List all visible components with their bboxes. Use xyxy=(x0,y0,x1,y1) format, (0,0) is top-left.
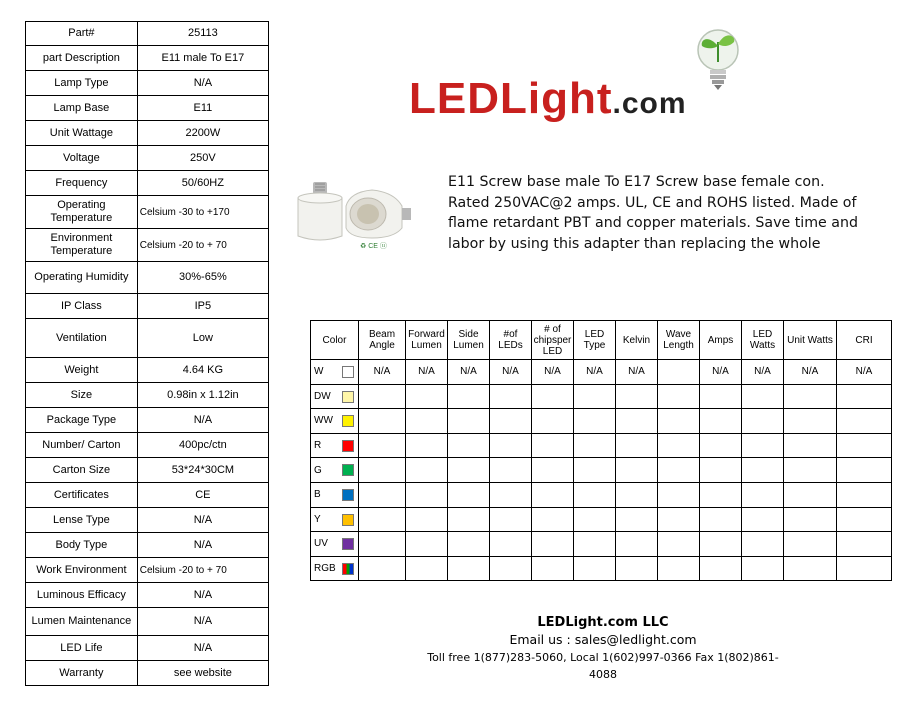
color-cell xyxy=(311,384,359,409)
color-table-cell xyxy=(742,409,784,434)
color-table-cell xyxy=(448,409,490,434)
color-table-cell xyxy=(406,556,448,581)
spec-row xyxy=(26,96,269,121)
color-cell xyxy=(311,556,359,581)
spec-key: LED Life xyxy=(26,636,138,661)
spec-row xyxy=(26,319,269,358)
color-swatch xyxy=(342,366,354,378)
color-table-cell xyxy=(837,384,892,409)
spec-value: 400pc/ctn xyxy=(137,433,268,458)
color-table-cell xyxy=(406,532,448,557)
color-table-cell xyxy=(532,532,574,557)
color-table-cell xyxy=(532,458,574,483)
color-table-cell xyxy=(658,556,700,581)
spec-key: Size xyxy=(26,383,138,408)
color-row xyxy=(311,433,892,458)
spec-row xyxy=(26,483,269,508)
color-table-cell xyxy=(574,384,616,409)
spec-key: Number/ Carton xyxy=(26,433,138,458)
color-table-cell xyxy=(490,458,532,483)
color-label: B xyxy=(314,489,321,501)
spec-value: Low xyxy=(137,319,268,358)
color-cell xyxy=(311,458,359,483)
color-row xyxy=(311,360,892,385)
spec-row xyxy=(26,558,269,583)
spec-value: 2200W xyxy=(137,121,268,146)
spec-row xyxy=(26,383,269,408)
spec-row xyxy=(26,171,269,196)
color-swatch xyxy=(342,440,354,452)
spec-key: Ventilation xyxy=(26,319,138,358)
color-table-cell xyxy=(784,556,837,581)
color-table-cell xyxy=(837,458,892,483)
color-table-cell xyxy=(448,556,490,581)
color-table-cell xyxy=(574,458,616,483)
spec-row xyxy=(26,46,269,71)
spec-key: Part# xyxy=(26,22,138,46)
color-table-cell xyxy=(406,507,448,532)
spec-key: Operating Humidity xyxy=(26,262,138,294)
color-table-cell xyxy=(784,532,837,557)
spec-key: Carton Size xyxy=(26,458,138,483)
color-table-cell xyxy=(574,556,616,581)
color-table-cell xyxy=(616,482,658,507)
spec-key: Environment Temperature xyxy=(26,229,138,262)
spec-key: IP Class xyxy=(26,294,138,319)
color-table-cell xyxy=(742,556,784,581)
color-table-header: Amps xyxy=(700,321,742,360)
color-table-cell xyxy=(784,384,837,409)
color-swatch xyxy=(342,563,354,575)
spec-key: Work Environment xyxy=(26,558,138,583)
color-label: RGB xyxy=(314,563,336,575)
spec-value: N/A xyxy=(137,636,268,661)
color-table-cell xyxy=(532,384,574,409)
color-label: DW xyxy=(314,390,331,402)
color-table-header: CRI xyxy=(837,321,892,360)
color-table-cell xyxy=(532,507,574,532)
color-table-cell xyxy=(837,532,892,557)
color-table-cell xyxy=(837,433,892,458)
spec-row xyxy=(26,608,269,636)
spec-key: Operating Temperature xyxy=(26,196,138,229)
color-table-cell xyxy=(742,482,784,507)
color-table-cell xyxy=(658,482,700,507)
spec-value: Celsium -20 to + 70 xyxy=(137,558,268,583)
spec-key: Luminous Efficacy xyxy=(26,583,138,608)
spec-row xyxy=(26,22,269,46)
spec-key: Package Type xyxy=(26,408,138,433)
spec-row xyxy=(26,533,269,558)
color-table-cell xyxy=(658,507,700,532)
color-table-cell: N/A xyxy=(448,360,490,385)
color-cell xyxy=(311,433,359,458)
color-table-header: LED Type xyxy=(574,321,616,360)
color-table-cell xyxy=(574,409,616,434)
spec-value: Celsium -30 to +170 xyxy=(137,196,268,229)
color-table-cell xyxy=(616,507,658,532)
spec-row xyxy=(26,583,269,608)
spec-row xyxy=(26,71,269,96)
spec-value: E11 male To E17 xyxy=(137,46,268,71)
color-table-cell xyxy=(359,409,406,434)
spec-key: Unit Wattage xyxy=(26,121,138,146)
spec-row xyxy=(26,508,269,533)
svg-text:♻ CE ⓤ: ♻ CE ⓤ xyxy=(360,243,387,250)
color-table-cell xyxy=(784,433,837,458)
color-table-cell: N/A xyxy=(700,360,742,385)
color-table-cell xyxy=(784,507,837,532)
spec-value: 50/60HZ xyxy=(137,171,268,196)
color-row xyxy=(311,556,892,581)
spec-key: Warranty xyxy=(26,661,138,686)
color-table-cell xyxy=(742,507,784,532)
color-table-cell xyxy=(658,433,700,458)
spec-value: Celsium -20 to + 70 xyxy=(137,229,268,262)
spec-value: 0.98in x 1.12in xyxy=(137,383,268,408)
color-table-header: Color xyxy=(311,321,359,360)
spec-row xyxy=(26,458,269,483)
color-table-cell xyxy=(742,458,784,483)
color-table-cell xyxy=(784,458,837,483)
spec-key: Body Type xyxy=(26,533,138,558)
color-label: G xyxy=(314,464,322,476)
spec-row xyxy=(26,229,269,262)
spec-value: 53*24*30CM xyxy=(137,458,268,483)
color-swatch xyxy=(342,514,354,526)
spec-value: N/A xyxy=(137,71,268,96)
color-table-cell xyxy=(742,384,784,409)
spec-key: Voltage xyxy=(26,146,138,171)
color-label: WW xyxy=(314,415,333,427)
spec-row xyxy=(26,196,269,229)
color-row xyxy=(311,507,892,532)
color-table-header: #of LEDs xyxy=(490,321,532,360)
color-table-cell xyxy=(574,507,616,532)
color-cell xyxy=(311,409,359,434)
spec-row xyxy=(26,408,269,433)
color-table-cell xyxy=(448,507,490,532)
color-table-cell xyxy=(406,384,448,409)
color-table-cell xyxy=(658,409,700,434)
color-table-cell: N/A xyxy=(359,360,406,385)
color-table-cell xyxy=(784,482,837,507)
email-text: Email us : sales@ledlight.com xyxy=(509,632,697,647)
color-table-cell xyxy=(658,360,700,385)
color-table-header: Forward Lumen xyxy=(406,321,448,360)
product-image xyxy=(290,176,430,256)
color-table-cell xyxy=(837,556,892,581)
color-table-cell xyxy=(700,556,742,581)
color-table-header: Unit Watts xyxy=(784,321,837,360)
color-table-cell xyxy=(359,482,406,507)
color-table-header: # of chipsper LED xyxy=(532,321,574,360)
color-table-cell xyxy=(616,384,658,409)
color-table-cell xyxy=(574,433,616,458)
spec-value: 25113 xyxy=(137,22,268,46)
spec-value: N/A xyxy=(137,608,268,636)
color-table-cell xyxy=(742,532,784,557)
color-table-cell xyxy=(532,409,574,434)
spec-key: Lamp Base xyxy=(26,96,138,121)
color-table-cell xyxy=(490,433,532,458)
spec-key: Lense Type xyxy=(26,508,138,533)
color-cell xyxy=(311,360,359,385)
spec-key: Weight xyxy=(26,358,138,383)
color-table-cell xyxy=(616,532,658,557)
brand-logo xyxy=(409,74,687,124)
color-table-cell xyxy=(616,433,658,458)
color-swatch xyxy=(342,391,354,403)
color-table-cell: N/A xyxy=(532,360,574,385)
logo-suffix-text: .com xyxy=(612,87,687,120)
spec-value: see website xyxy=(137,661,268,686)
color-table-cell xyxy=(837,507,892,532)
color-table-cell xyxy=(837,409,892,434)
spec-value: N/A xyxy=(137,533,268,558)
color-table-cell xyxy=(658,532,700,557)
spec-key: Lumen Maintenance xyxy=(26,608,138,636)
color-cell xyxy=(311,532,359,557)
color-table-cell xyxy=(448,384,490,409)
product-description: E11 Screw base male To E17 Screw base female con. Rated 250VAC@2 amps. UL, CE and ROHS listed. Made of flame retardant PBT and copper materials. Save time and labor by using this adapter than replacing the whole xyxy=(448,174,858,252)
color-table-cell xyxy=(532,556,574,581)
color-table-cell xyxy=(837,482,892,507)
color-table-cell xyxy=(532,482,574,507)
color-table-cell xyxy=(490,532,532,557)
color-swatch xyxy=(342,464,354,476)
phone-text: Toll free 1(877)283-5060, Local 1(602)997-0366 Fax 1(802)861-4088 xyxy=(427,651,779,681)
color-swatch xyxy=(342,489,354,501)
spec-row xyxy=(26,433,269,458)
color-table-cell xyxy=(700,532,742,557)
color-row xyxy=(311,482,892,507)
spec-table xyxy=(25,21,269,686)
color-row xyxy=(311,409,892,434)
color-table-cell xyxy=(784,409,837,434)
color-table-cell xyxy=(448,532,490,557)
spec-row xyxy=(26,294,269,319)
color-row xyxy=(311,458,892,483)
color-row xyxy=(311,384,892,409)
spec-row xyxy=(26,121,269,146)
color-label: UV xyxy=(314,538,328,550)
spec-value: E11 xyxy=(137,96,268,121)
color-table-cell xyxy=(616,556,658,581)
color-table-cell xyxy=(742,433,784,458)
color-label: Y xyxy=(314,513,321,525)
color-table-cell xyxy=(406,482,448,507)
color-table-cell xyxy=(359,458,406,483)
spec-row xyxy=(26,146,269,171)
color-table-cell xyxy=(406,433,448,458)
spec-row xyxy=(26,636,269,661)
color-table-cell xyxy=(616,409,658,434)
color-table-header: Beam Angle xyxy=(359,321,406,360)
color-table-cell xyxy=(359,507,406,532)
color-label: W xyxy=(314,366,324,378)
color-table-cell xyxy=(448,458,490,483)
color-table-cell xyxy=(490,384,532,409)
color-table-cell: N/A xyxy=(574,360,616,385)
bulb-leaf-icon xyxy=(688,24,748,94)
spec-value: 30%-65% xyxy=(137,262,268,294)
color-table-cell xyxy=(700,384,742,409)
color-table-cell xyxy=(448,482,490,507)
color-spec-table xyxy=(310,320,892,581)
color-label: R xyxy=(314,440,322,452)
spec-key: Frequency xyxy=(26,171,138,196)
color-table-cell xyxy=(406,409,448,434)
color-table-header: LED Watts xyxy=(742,321,784,360)
color-table-cell: N/A xyxy=(837,360,892,385)
color-table-cell xyxy=(359,433,406,458)
color-table-cell xyxy=(406,458,448,483)
color-table-header: Side Lumen xyxy=(448,321,490,360)
color-table-cell: N/A xyxy=(742,360,784,385)
spec-value: IP5 xyxy=(137,294,268,319)
color-table-cell: N/A xyxy=(616,360,658,385)
color-table-cell xyxy=(490,409,532,434)
color-cell xyxy=(311,507,359,532)
spec-value: 4.64 KG xyxy=(137,358,268,383)
spec-row xyxy=(26,262,269,294)
spec-value: N/A xyxy=(137,408,268,433)
color-table-cell xyxy=(616,458,658,483)
spec-row xyxy=(26,661,269,686)
color-table-cell: N/A xyxy=(784,360,837,385)
spec-value: CE xyxy=(137,483,268,508)
color-table-cell: N/A xyxy=(490,360,532,385)
color-table-cell xyxy=(359,532,406,557)
color-table-header: Wave Length xyxy=(658,321,700,360)
color-swatch xyxy=(342,538,354,550)
color-table-cell: N/A xyxy=(406,360,448,385)
spec-value: 250V xyxy=(137,146,268,171)
color-table-cell xyxy=(700,507,742,532)
color-table-cell xyxy=(490,482,532,507)
color-table-cell xyxy=(359,556,406,581)
spec-value: N/A xyxy=(137,583,268,608)
spec-row xyxy=(26,358,269,383)
spec-key: part Description xyxy=(26,46,138,71)
color-table-cell xyxy=(658,384,700,409)
color-table-cell xyxy=(574,532,616,557)
color-table-cell xyxy=(532,433,574,458)
contact-footer xyxy=(420,614,786,683)
spec-value: N/A xyxy=(137,508,268,533)
spec-key: Lamp Type xyxy=(26,71,138,96)
spec-key: Certificates xyxy=(26,483,138,508)
color-table-header: Kelvin xyxy=(616,321,658,360)
color-row xyxy=(311,532,892,557)
logo-main-text: LEDLight xyxy=(409,74,613,123)
color-table-cell xyxy=(490,556,532,581)
color-table-cell xyxy=(700,433,742,458)
company-name: LEDLight.com LLC xyxy=(537,615,669,630)
color-table-cell xyxy=(490,507,532,532)
color-table-cell xyxy=(658,458,700,483)
color-table-cell xyxy=(700,409,742,434)
color-table-cell xyxy=(448,433,490,458)
color-table-cell xyxy=(700,482,742,507)
color-table-cell xyxy=(700,458,742,483)
color-table-cell xyxy=(359,384,406,409)
color-cell xyxy=(311,482,359,507)
color-table-cell xyxy=(574,482,616,507)
color-swatch xyxy=(342,415,354,427)
